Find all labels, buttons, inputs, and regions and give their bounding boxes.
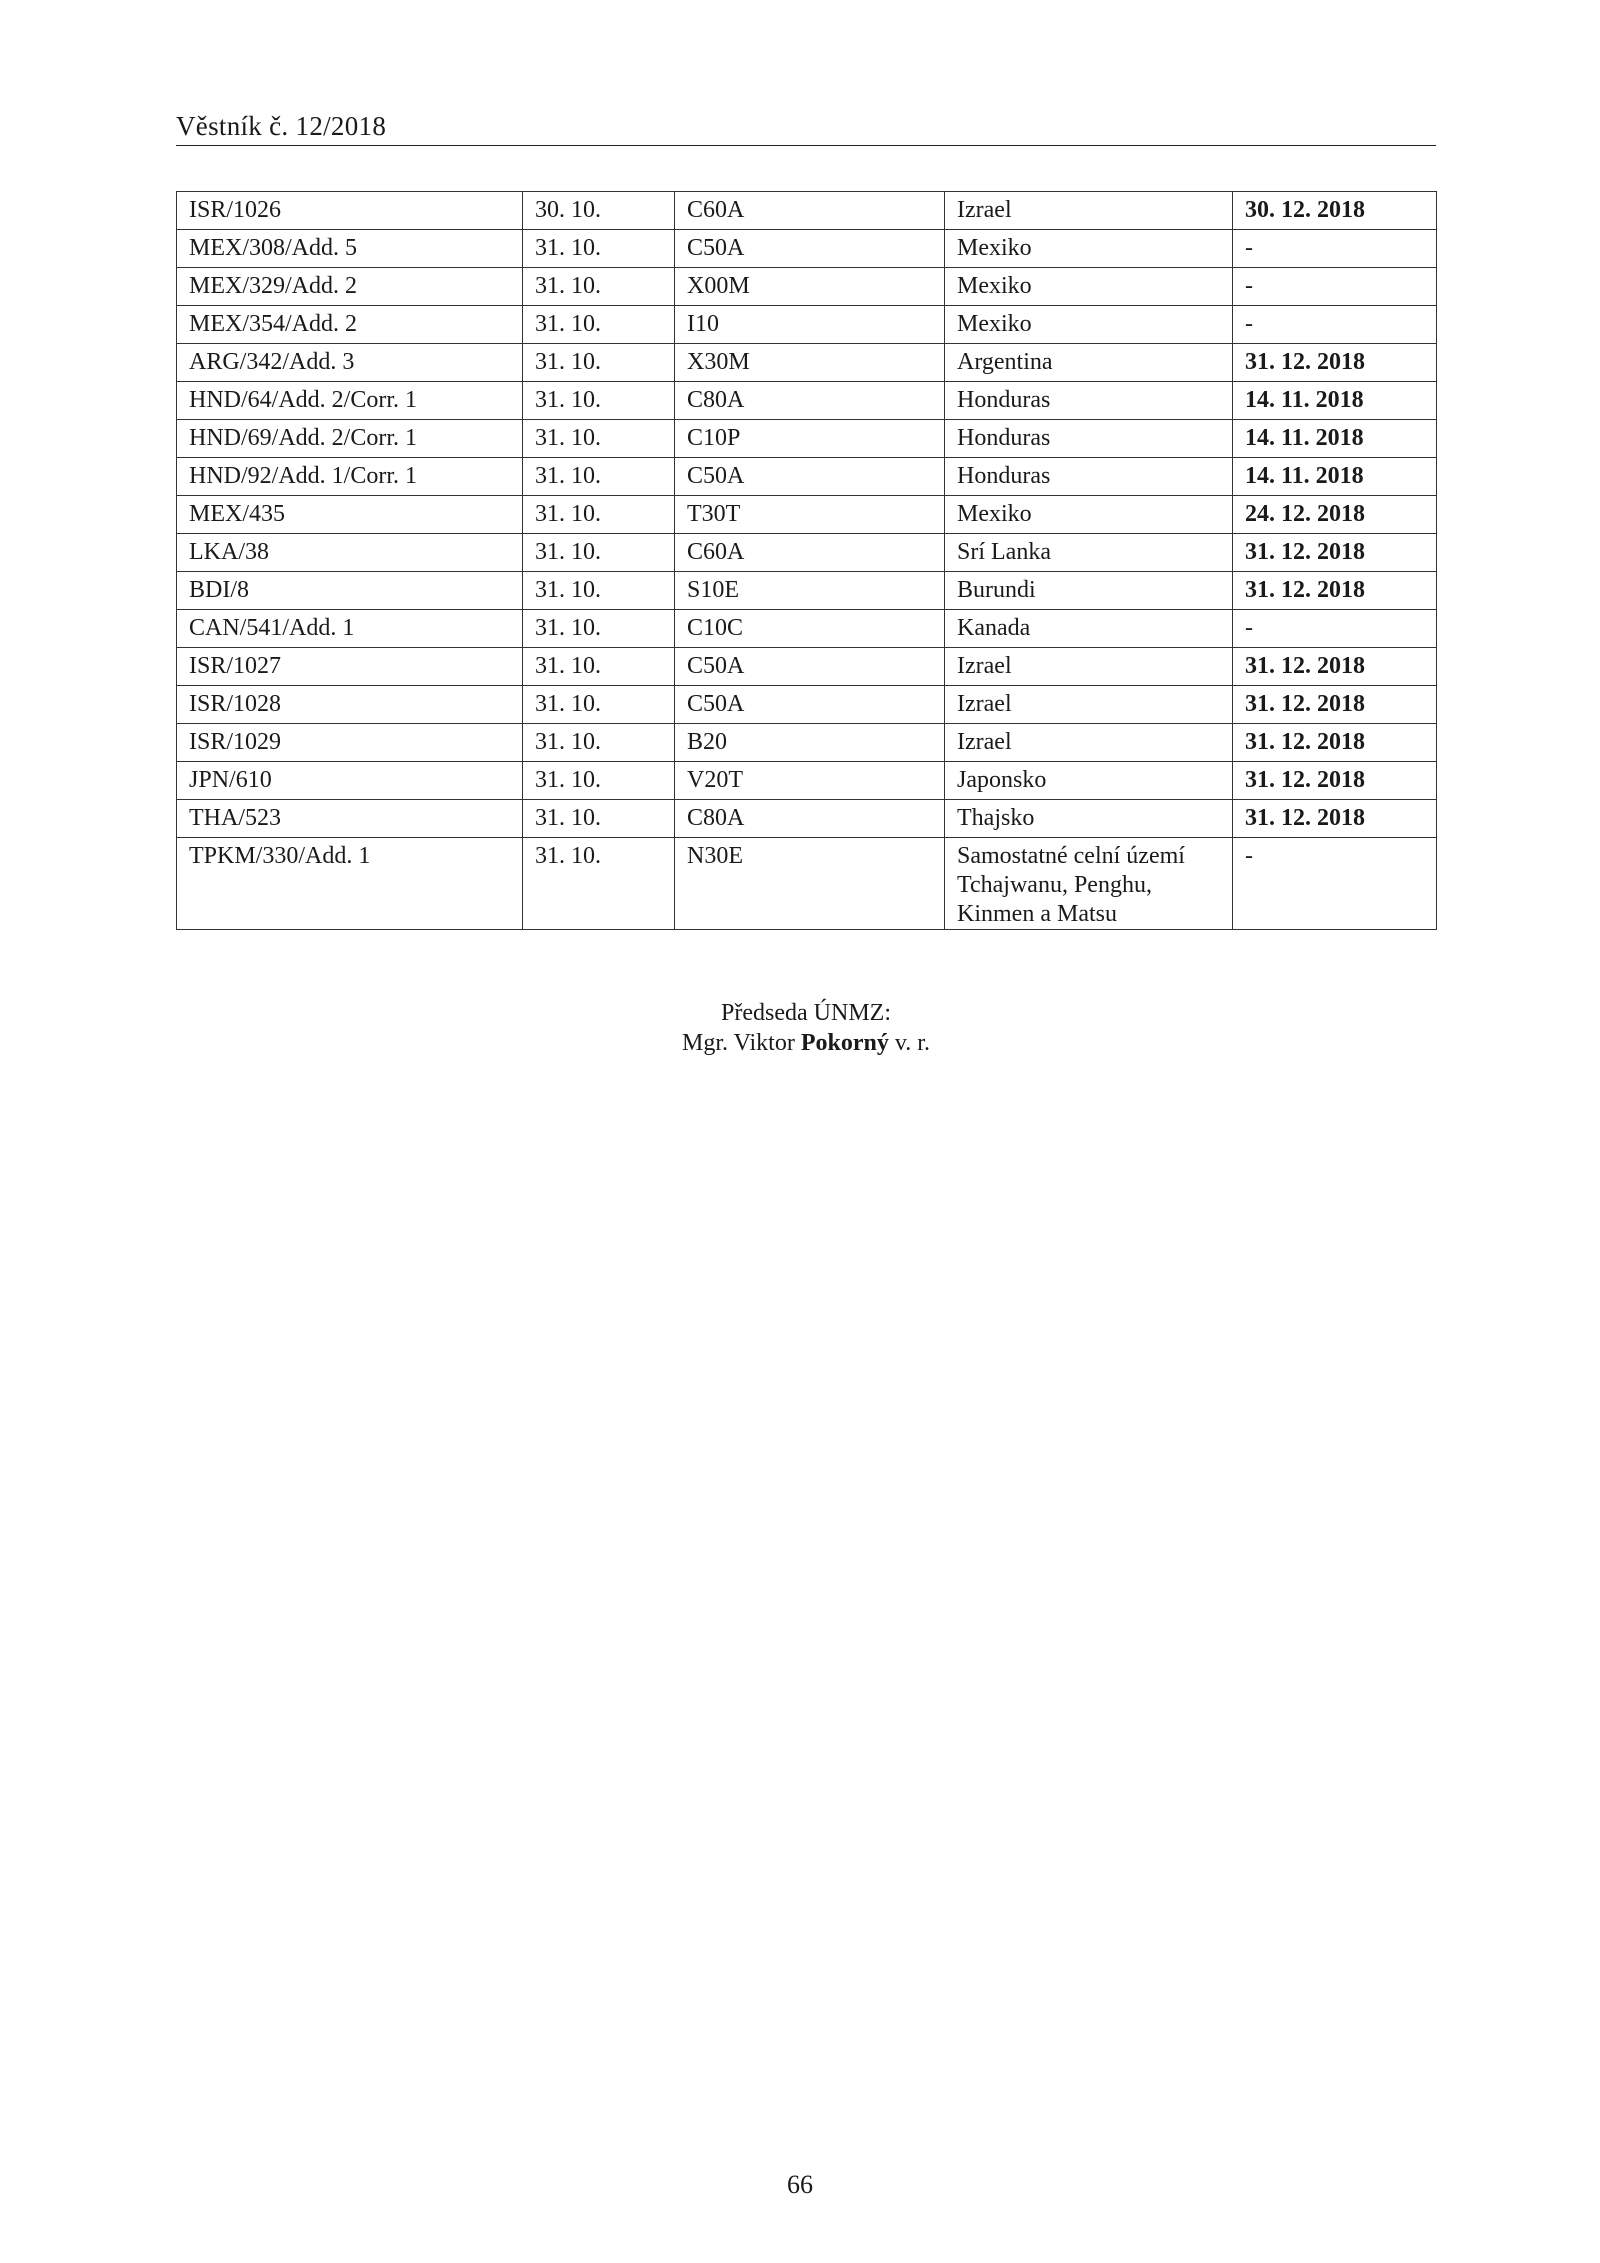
cell-id: ISR/1029 bbox=[177, 724, 523, 762]
cell-code: X30M bbox=[675, 344, 945, 382]
cell-id: CAN/541/Add. 1 bbox=[177, 610, 523, 648]
table-row bbox=[177, 496, 1437, 534]
cell-code: C60A bbox=[675, 192, 945, 230]
cell-deadline: 31. 12. 2018 bbox=[1233, 534, 1437, 572]
cell-date: 31. 10. bbox=[523, 800, 675, 838]
cell-id: TPKM/330/Add. 1 bbox=[177, 838, 523, 930]
cell-country: Honduras bbox=[945, 420, 1233, 458]
cell-country: Kanada bbox=[945, 610, 1233, 648]
cell-deadline: - bbox=[1233, 230, 1437, 268]
table-row bbox=[177, 800, 1437, 838]
cell-date: 31. 10. bbox=[523, 344, 675, 382]
table-row bbox=[177, 268, 1437, 306]
cell-country: Mexiko bbox=[945, 268, 1233, 306]
cell-date: 31. 10. bbox=[523, 572, 675, 610]
cell-deadline: 31. 12. 2018 bbox=[1233, 724, 1437, 762]
cell-date: 31. 10. bbox=[523, 306, 675, 344]
cell-id: BDI/8 bbox=[177, 572, 523, 610]
signature-name bbox=[176, 1028, 1436, 1058]
cell-country: Burundi bbox=[945, 572, 1233, 610]
table-row bbox=[177, 420, 1437, 458]
cell-code: C50A bbox=[675, 458, 945, 496]
cell-code: X00M bbox=[675, 268, 945, 306]
cell-date: 31. 10. bbox=[523, 724, 675, 762]
cell-date: 31. 10. bbox=[523, 686, 675, 724]
cell-code: N30E bbox=[675, 838, 945, 930]
cell-country: Izrael bbox=[945, 192, 1233, 230]
cell-country: Argentina bbox=[945, 344, 1233, 382]
table-row bbox=[177, 686, 1437, 724]
cell-country: Izrael bbox=[945, 648, 1233, 686]
cell-country: Izrael bbox=[945, 686, 1233, 724]
cell-deadline: - bbox=[1233, 268, 1437, 306]
cell-id: ISR/1027 bbox=[177, 648, 523, 686]
cell-deadline: - bbox=[1233, 838, 1437, 930]
cell-id: HND/64/Add. 2/Corr. 1 bbox=[177, 382, 523, 420]
notifications-table bbox=[176, 191, 1437, 930]
cell-code: I10 bbox=[675, 306, 945, 344]
cell-deadline: 24. 12. 2018 bbox=[1233, 496, 1437, 534]
cell-code: B20 bbox=[675, 724, 945, 762]
signature-name-prefix: Mgr. Viktor bbox=[682, 1030, 795, 1056]
cell-date: 31. 10. bbox=[523, 762, 675, 800]
table-row bbox=[177, 192, 1437, 230]
cell-code: V20T bbox=[675, 762, 945, 800]
table-row bbox=[177, 382, 1437, 420]
cell-country: Srí Lanka bbox=[945, 534, 1233, 572]
cell-id: ISR/1028 bbox=[177, 686, 523, 724]
cell-id: ISR/1026 bbox=[177, 192, 523, 230]
cell-deadline: - bbox=[1233, 610, 1437, 648]
signature-name-suffix: v. r. bbox=[894, 1030, 930, 1056]
cell-code: C80A bbox=[675, 382, 945, 420]
country-line: Tchajwanu, Penghu, bbox=[957, 872, 1152, 898]
page-header: Věstník č. 12/2018 bbox=[176, 111, 1436, 146]
cell-id: LKA/38 bbox=[177, 534, 523, 572]
cell-deadline: 31. 12. 2018 bbox=[1233, 762, 1437, 800]
cell-date: 31. 10. bbox=[523, 230, 675, 268]
cell-date: 30. 10. bbox=[523, 192, 675, 230]
cell-country: Mexiko bbox=[945, 306, 1233, 344]
table-row bbox=[177, 230, 1437, 268]
cell-date: 31. 10. bbox=[523, 534, 675, 572]
cell-code: C60A bbox=[675, 534, 945, 572]
cell-code: C50A bbox=[675, 648, 945, 686]
table-row bbox=[177, 458, 1437, 496]
signature-surname: Pokorný bbox=[800, 1030, 889, 1056]
cell-id: MEX/308/Add. 5 bbox=[177, 230, 523, 268]
cell-id: HND/92/Add. 1/Corr. 1 bbox=[177, 458, 523, 496]
table-row bbox=[177, 648, 1437, 686]
table-row bbox=[177, 572, 1437, 610]
signature-block bbox=[176, 998, 1436, 1058]
cell-deadline: 14. 11. 2018 bbox=[1233, 420, 1437, 458]
table-row bbox=[177, 838, 1437, 930]
cell-code: C10P bbox=[675, 420, 945, 458]
cell-deadline: 14. 11. 2018 bbox=[1233, 458, 1437, 496]
cell-id: ARG/342/Add. 3 bbox=[177, 344, 523, 382]
cell-deadline: 31. 12. 2018 bbox=[1233, 686, 1437, 724]
cell-code: S10E bbox=[675, 572, 945, 610]
cell-code: C10C bbox=[675, 610, 945, 648]
cell-country: Mexiko bbox=[945, 496, 1233, 534]
cell-deadline: 31. 12. 2018 bbox=[1233, 344, 1437, 382]
cell-code: C50A bbox=[675, 230, 945, 268]
cell-country: Thajsko bbox=[945, 800, 1233, 838]
table-body bbox=[177, 192, 1437, 930]
cell-deadline: 31. 12. 2018 bbox=[1233, 572, 1437, 610]
cell-country bbox=[945, 838, 1233, 930]
cell-date: 31. 10. bbox=[523, 382, 675, 420]
table-row bbox=[177, 610, 1437, 648]
cell-deadline: 30. 12. 2018 bbox=[1233, 192, 1437, 230]
cell-country: Honduras bbox=[945, 458, 1233, 496]
page-number: 66 bbox=[787, 2170, 813, 2199]
cell-deadline: 31. 12. 2018 bbox=[1233, 800, 1437, 838]
cell-code: C80A bbox=[675, 800, 945, 838]
cell-id: MEX/329/Add. 2 bbox=[177, 268, 523, 306]
cell-country: Japonsko bbox=[945, 762, 1233, 800]
signature-role: Předseda ÚNMZ: bbox=[721, 1000, 891, 1026]
cell-date: 31. 10. bbox=[523, 648, 675, 686]
cell-country: Izrael bbox=[945, 724, 1233, 762]
cell-date: 31. 10. bbox=[523, 268, 675, 306]
cell-code: C50A bbox=[675, 686, 945, 724]
cell-date: 31. 10. bbox=[523, 420, 675, 458]
cell-id: HND/69/Add. 2/Corr. 1 bbox=[177, 420, 523, 458]
cell-id: THA/523 bbox=[177, 800, 523, 838]
cell-id: MEX/354/Add. 2 bbox=[177, 306, 523, 344]
table-row bbox=[177, 534, 1437, 572]
cell-deadline: 14. 11. 2018 bbox=[1233, 382, 1437, 420]
cell-deadline: 31. 12. 2018 bbox=[1233, 648, 1437, 686]
country-line: Kinmen a Matsu bbox=[957, 901, 1117, 927]
cell-date: 31. 10. bbox=[523, 496, 675, 534]
cell-country: Honduras bbox=[945, 382, 1233, 420]
table-row bbox=[177, 762, 1437, 800]
country-line: Samostatné celní území bbox=[957, 843, 1185, 869]
cell-date: 31. 10. bbox=[523, 838, 675, 930]
table-row bbox=[177, 344, 1437, 382]
cell-deadline: - bbox=[1233, 306, 1437, 344]
cell-country: Mexiko bbox=[945, 230, 1233, 268]
cell-date: 31. 10. bbox=[523, 458, 675, 496]
cell-id: MEX/435 bbox=[177, 496, 523, 534]
table-row bbox=[177, 724, 1437, 762]
cell-id: JPN/610 bbox=[177, 762, 523, 800]
table-row bbox=[177, 306, 1437, 344]
cell-date: 31. 10. bbox=[523, 610, 675, 648]
cell-code: T30T bbox=[675, 496, 945, 534]
